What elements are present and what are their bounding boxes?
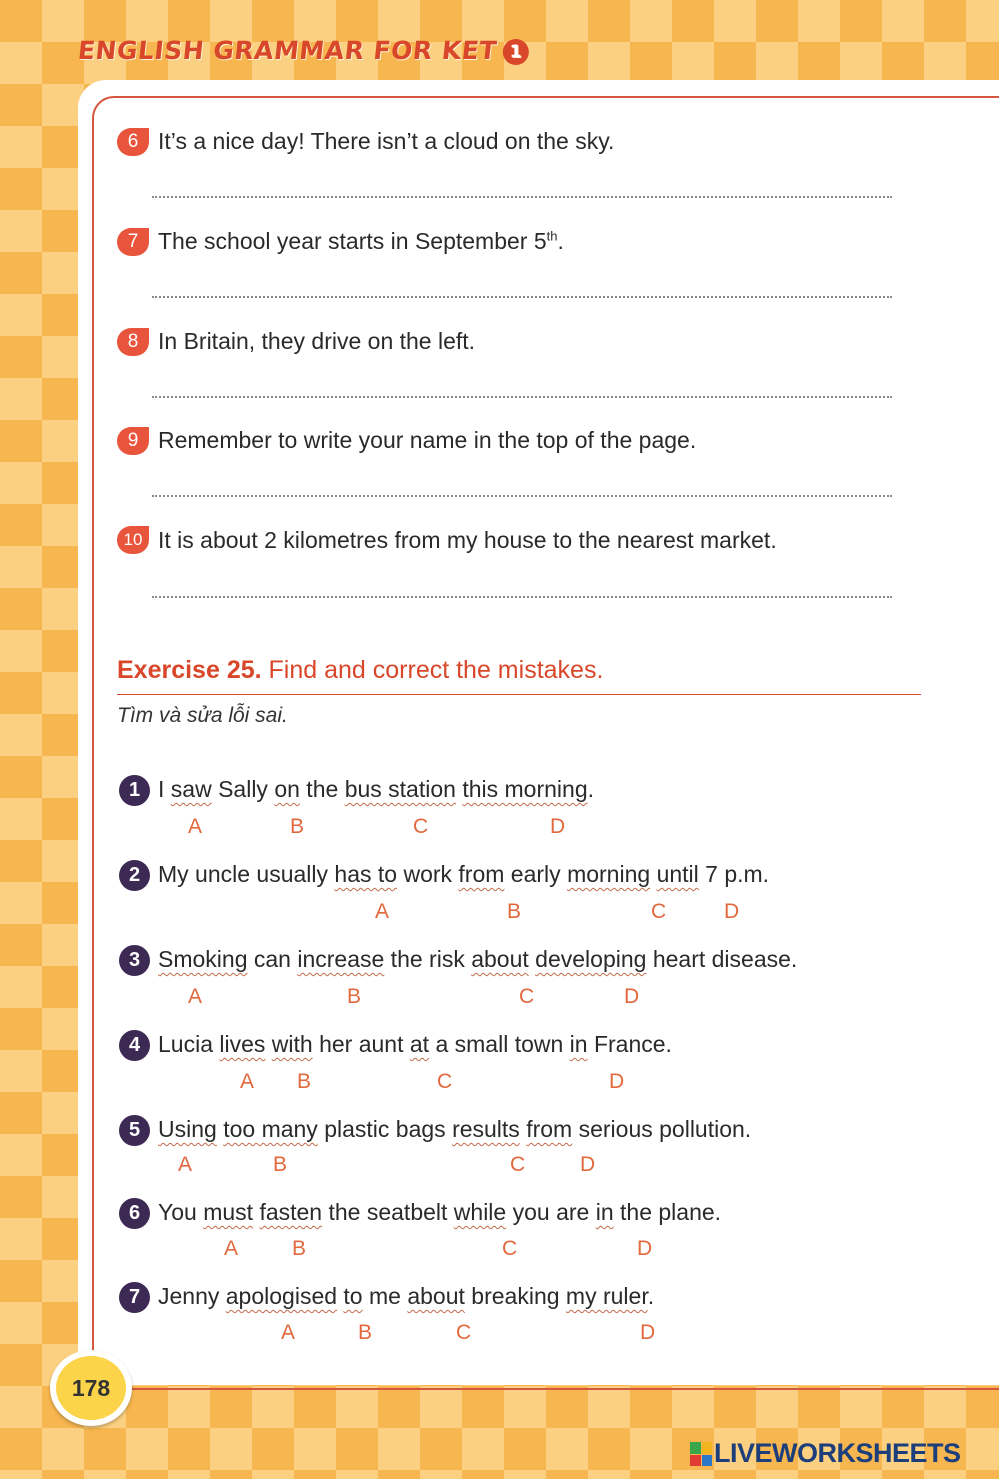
exercise-label: Exercise 25. bbox=[117, 656, 262, 684]
ordinal-suffix: th bbox=[546, 228, 558, 244]
underlined-option[interactable]: lives bbox=[219, 1031, 266, 1057]
option-letter-b[interactable]: B bbox=[507, 900, 522, 923]
sentence-fragment: work bbox=[397, 861, 459, 887]
option-letter-a[interactable]: A bbox=[281, 1321, 296, 1344]
question-number-badge: 3 bbox=[119, 945, 150, 976]
sentence-fragment: a small town bbox=[429, 1031, 570, 1057]
underlined-option[interactable]: in bbox=[569, 1031, 588, 1057]
underlined-option[interactable]: increase bbox=[297, 946, 385, 972]
sentence-fragment: I bbox=[158, 776, 171, 802]
option-letter-b[interactable]: B bbox=[358, 1321, 373, 1344]
underlined-option[interactable]: fasten bbox=[259, 1199, 323, 1225]
sentence-fragment: . bbox=[647, 1283, 655, 1309]
question-2-sentence bbox=[158, 861, 769, 888]
underlined-option[interactable]: results bbox=[452, 1116, 520, 1142]
question-7-sentence bbox=[158, 1283, 654, 1310]
option-letter-c[interactable]: C bbox=[510, 1153, 526, 1176]
sentence-8: In Britain, they drive on the left. bbox=[158, 328, 476, 354]
underlined-option[interactable]: bus station bbox=[344, 776, 456, 802]
option-letter-d[interactable]: D bbox=[609, 1070, 625, 1093]
question-number-badge: 4 bbox=[119, 1030, 150, 1061]
option-letter-d[interactable]: D bbox=[550, 815, 566, 838]
sentence-10: It is about 2 kilometres from my house to the nearest market. bbox=[158, 527, 777, 553]
sentence-fragment: My uncle usually bbox=[158, 861, 335, 887]
option-letter-c[interactable]: C bbox=[413, 815, 429, 838]
sentence-fragment: the plane. bbox=[613, 1199, 722, 1225]
page-number: 178 bbox=[56, 1356, 126, 1420]
question-number-badge: 7 bbox=[119, 1282, 150, 1313]
option-letter-c[interactable]: C bbox=[502, 1237, 518, 1260]
underlined-option[interactable]: saw bbox=[170, 776, 212, 802]
option-letter-c[interactable]: C bbox=[437, 1070, 453, 1093]
item-number-badge: 6 bbox=[117, 128, 149, 156]
answer-line-6[interactable] bbox=[152, 196, 892, 198]
book-number-badge: 1 bbox=[503, 39, 529, 65]
answer-line-7[interactable] bbox=[152, 296, 892, 298]
option-letter-b[interactable]: B bbox=[347, 985, 362, 1008]
option-letter-d[interactable]: D bbox=[724, 900, 740, 923]
heading-divider bbox=[117, 694, 921, 695]
option-letter-a[interactable]: A bbox=[188, 815, 203, 838]
underlined-option[interactable]: on bbox=[274, 776, 300, 802]
underlined-option[interactable]: too many bbox=[223, 1116, 318, 1142]
sentence-fragment: serious pollution. bbox=[572, 1116, 752, 1142]
underlined-option[interactable]: in bbox=[595, 1199, 614, 1225]
underlined-option[interactable]: morning bbox=[567, 861, 651, 887]
underlined-option[interactable]: from bbox=[526, 1116, 573, 1142]
underlined-option[interactable]: about bbox=[471, 946, 529, 972]
watermark-text bbox=[690, 1438, 961, 1469]
item-number-badge: 10 bbox=[117, 526, 149, 554]
question-6-sentence bbox=[158, 1199, 721, 1226]
question-1-sentence bbox=[158, 776, 594, 803]
underlined-option[interactable]: until bbox=[656, 861, 699, 887]
sentence-9: Remember to write your name in the top of the page. bbox=[158, 427, 697, 453]
sentence-7-text: The school year starts in September 5 bbox=[158, 228, 547, 254]
sentence-fragment: France. bbox=[587, 1031, 672, 1057]
underlined-option[interactable]: while bbox=[453, 1199, 507, 1225]
underlined-option[interactable]: at bbox=[409, 1031, 430, 1057]
option-letter-b[interactable]: B bbox=[292, 1237, 307, 1260]
question-number-badge: 6 bbox=[119, 1198, 150, 1229]
sentence-fragment: . bbox=[587, 776, 594, 802]
option-letter-c[interactable]: C bbox=[651, 900, 667, 923]
sentence-7-end: . bbox=[557, 228, 564, 254]
sentence-fragment: you are bbox=[506, 1199, 596, 1225]
sentence-fragment: plastic bags bbox=[317, 1116, 453, 1142]
underlined-option[interactable]: Using bbox=[158, 1116, 217, 1142]
sentence-7 bbox=[158, 228, 564, 255]
sentence-fragment: the bbox=[299, 776, 345, 802]
answer-line-10[interactable] bbox=[152, 596, 892, 598]
question-3-sentence bbox=[158, 946, 797, 973]
option-letter-b[interactable]: B bbox=[290, 815, 305, 838]
sentence-fragment: Lucia bbox=[158, 1031, 220, 1057]
option-letter-d[interactable]: D bbox=[580, 1153, 596, 1176]
item-number-badge: 8 bbox=[117, 328, 149, 356]
sentence-fragment: breaking bbox=[464, 1283, 566, 1309]
sentence-fragment: Sally bbox=[211, 776, 275, 802]
option-letter-d[interactable]: D bbox=[637, 1237, 653, 1260]
exercise-subtitle: Tìm và sửa lỗi sai. bbox=[117, 704, 288, 727]
sentence-fragment: 7 p.m. bbox=[698, 861, 770, 887]
option-letter-b[interactable]: B bbox=[273, 1153, 288, 1176]
option-letter-a[interactable]: A bbox=[178, 1153, 193, 1176]
question-4-sentence bbox=[158, 1031, 672, 1058]
sentence-fragment: me bbox=[362, 1283, 408, 1309]
exercise-heading bbox=[117, 656, 603, 685]
sentence-fragment: can bbox=[247, 946, 298, 972]
underlined-option[interactable]: has to bbox=[334, 861, 398, 887]
underlined-option[interactable]: about bbox=[407, 1283, 465, 1309]
item-number-badge: 9 bbox=[117, 427, 149, 455]
option-letter-a[interactable]: A bbox=[224, 1237, 239, 1260]
underlined-option[interactable]: Smoking bbox=[158, 946, 248, 972]
option-letter-c[interactable]: C bbox=[456, 1321, 472, 1344]
sentence-fragment: heart disease. bbox=[646, 946, 798, 972]
sentence-fragment: the seatbelt bbox=[322, 1199, 454, 1225]
sentence-fragment: Jenny bbox=[158, 1283, 226, 1309]
underlined-option[interactable]: to bbox=[343, 1283, 363, 1309]
watermark-label: LIVEWORKSHEETS bbox=[714, 1438, 961, 1468]
option-letter-c[interactable]: C bbox=[519, 985, 535, 1008]
question-5-sentence bbox=[158, 1116, 751, 1143]
sentence-6: It’s a nice day! There isn’t a cloud on the sky. bbox=[158, 128, 615, 154]
question-number-badge: 1 bbox=[119, 775, 150, 806]
exercise-instruction: Find and correct the mistakes. bbox=[261, 656, 604, 684]
underlined-option[interactable]: developing bbox=[535, 946, 647, 972]
sentence-fragment: her aunt bbox=[312, 1031, 410, 1057]
option-letter-a[interactable]: A bbox=[375, 900, 390, 923]
underlined-option[interactable]: from bbox=[458, 861, 505, 887]
question-number-badge: 2 bbox=[119, 860, 150, 891]
answer-line-9[interactable] bbox=[152, 495, 892, 497]
option-letter-d[interactable]: D bbox=[624, 985, 640, 1008]
option-letter-a[interactable]: A bbox=[240, 1070, 255, 1093]
underlined-option[interactable]: apologised bbox=[225, 1283, 338, 1309]
book-title-text: ENGLISH GRAMMAR FOR KET bbox=[76, 36, 499, 65]
underlined-option[interactable]: must bbox=[203, 1199, 254, 1225]
option-letter-b[interactable]: B bbox=[297, 1070, 312, 1093]
option-letter-a[interactable]: A bbox=[188, 985, 203, 1008]
sentence-fragment: You bbox=[158, 1199, 204, 1225]
answer-line-8[interactable] bbox=[152, 396, 892, 398]
item-number-badge: 7 bbox=[117, 228, 149, 256]
sentence-fragment: the risk bbox=[384, 946, 472, 972]
option-letter-d[interactable]: D bbox=[640, 1321, 656, 1344]
underlined-option[interactable]: this morning bbox=[462, 776, 588, 802]
question-number-badge: 5 bbox=[119, 1115, 150, 1146]
underlined-option[interactable]: my ruler bbox=[565, 1283, 648, 1309]
underlined-option[interactable]: with bbox=[271, 1031, 313, 1057]
sentence-fragment: early bbox=[504, 861, 568, 887]
